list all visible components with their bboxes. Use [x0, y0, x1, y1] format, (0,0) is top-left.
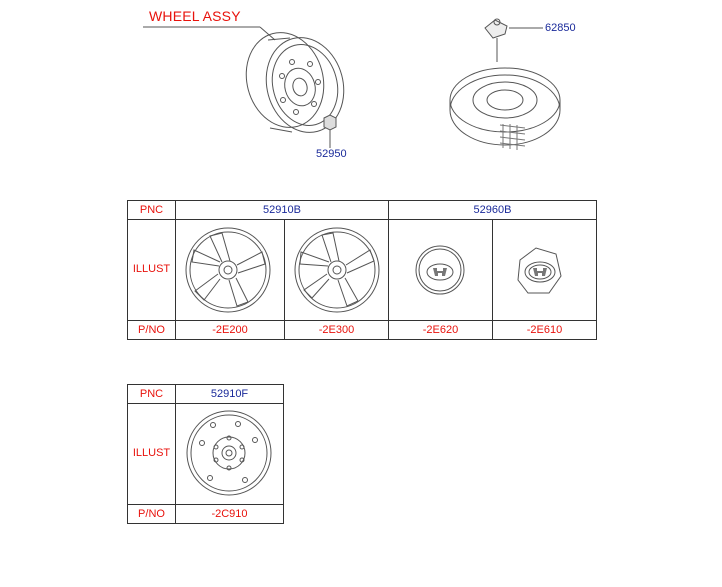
hub-cap-pentagon-icon [518, 248, 561, 293]
diagram-title: WHEEL ASSY [149, 8, 241, 24]
table2-pnc-label: PNC [139, 388, 164, 400]
alloy-wheel-5spoke-icon [295, 228, 379, 312]
hub-cap-round-icon [416, 246, 464, 294]
table1-pnc-label: PNC [139, 204, 164, 216]
callout-carrier: 62850 [545, 22, 576, 34]
spare-tire-drawing [450, 68, 560, 150]
table1-illust-label: ILLUST [132, 263, 171, 275]
table1-grid [128, 201, 597, 340]
lug-nut-drawing [324, 115, 336, 142]
part-number: -2E610 [526, 324, 563, 336]
part-number: -2E300 [318, 324, 355, 336]
table2-pnc: 52910F [210, 388, 249, 400]
carrier-bolt-drawing [485, 19, 543, 62]
table1-group-pnc: 52960B [473, 204, 512, 216]
part-number: -2C910 [211, 508, 248, 520]
table1-pno-label: P/NO [138, 324, 165, 336]
callout-nut: 52950 [316, 148, 347, 160]
part-number: -2E620 [422, 324, 459, 336]
table2-pno-label: P/NO [138, 508, 165, 520]
part-number: -2E200 [212, 324, 248, 336]
alloy-wheel-5spoke-icon [186, 228, 270, 312]
steel-wheel-icon [187, 411, 271, 495]
table2-illust-label: ILLUST [132, 447, 171, 459]
table1-group-pnc: 52910B [263, 204, 301, 216]
